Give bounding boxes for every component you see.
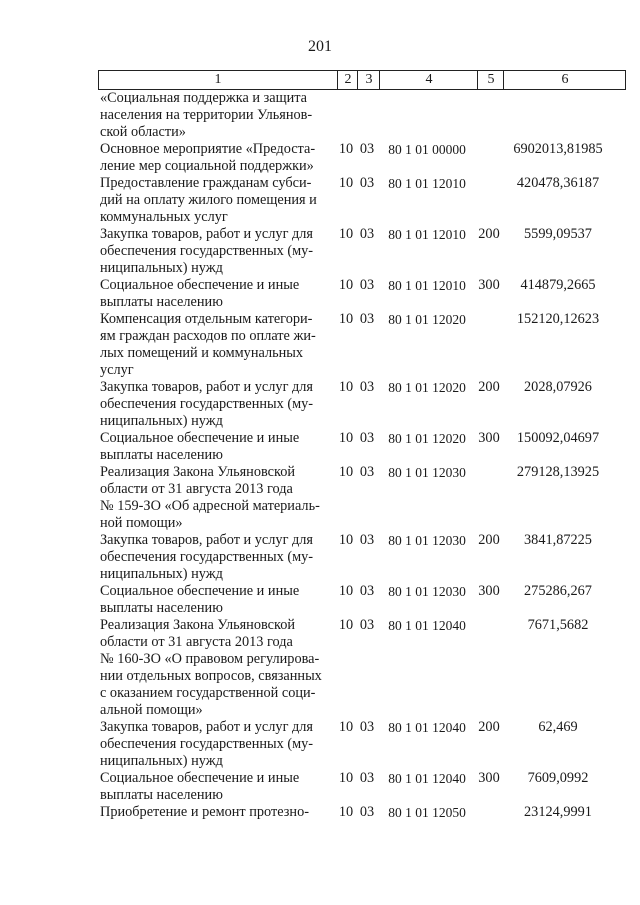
table-body	[98, 90, 626, 821]
amount: 420478,36187	[516, 175, 600, 191]
amount: 279128,13925	[516, 464, 600, 480]
description-line: Социальное обеспечение и иные	[100, 430, 300, 446]
subsection-code: 03	[359, 141, 375, 157]
description-line: ниципальных) нужд	[100, 566, 223, 582]
table-row	[98, 719, 626, 770]
target-article-code: 80 1 01 12040	[388, 771, 466, 786]
expense-type-code: 300	[478, 583, 500, 599]
subsection-code: 03	[359, 770, 375, 786]
description-line: обеспечения государственных (му-	[100, 736, 314, 752]
row-description	[98, 141, 336, 175]
description-line: Закупка товаров, работ и услуг для	[100, 379, 313, 395]
expense-type-code: 200	[478, 532, 500, 548]
section-code: 10	[338, 226, 354, 242]
row-description	[98, 90, 336, 141]
description-line: области от 31 августа 2013 года	[100, 481, 293, 497]
description-line: услуг	[100, 362, 134, 378]
row-description	[98, 226, 336, 277]
header-col-6: 6	[503, 71, 626, 89]
description-line: нии отдельных вопросов, связанных	[100, 668, 322, 684]
description-line: коммунальных услуг	[100, 209, 228, 225]
section-code: 10	[338, 719, 354, 735]
section-code: 10	[338, 770, 354, 786]
amount: 5599,09537	[524, 226, 592, 242]
section-code: 10	[338, 617, 354, 633]
expense-type-code: 200	[478, 719, 500, 735]
table-row	[98, 141, 626, 175]
budget-table	[98, 70, 626, 821]
row-description	[98, 464, 336, 532]
description-line: Социальное обеспечение и иные	[100, 277, 300, 293]
description-line: ниципальных) нужд	[100, 413, 223, 429]
page-number: 201	[308, 38, 332, 55]
description-line: ной помощи»	[100, 515, 183, 531]
section-code: 10	[338, 379, 354, 395]
subsection-code: 03	[359, 464, 375, 480]
description-line: № 160-ЗО «О правовом регулирова-	[100, 651, 320, 667]
description-line: Основное мероприятие «Предоста-	[100, 141, 316, 157]
description-line: выплаты населению	[100, 447, 223, 463]
row-description	[98, 532, 336, 583]
table-row	[98, 277, 626, 311]
table-row	[98, 430, 626, 464]
table-row	[98, 175, 626, 226]
description-line: Социальное обеспечение и иные	[100, 583, 300, 599]
target-article-code: 80 1 01 12010	[388, 227, 466, 242]
target-article-code: 80 1 01 12050	[388, 805, 466, 820]
description-line: альной помощи»	[100, 702, 203, 718]
description-line: Реализация Закона Ульяновской	[100, 617, 296, 633]
table-row	[98, 226, 626, 277]
amount: 3841,87225	[524, 532, 592, 548]
target-article-code: 80 1 01 12040	[388, 618, 466, 633]
row-description	[98, 379, 336, 430]
table-row	[98, 770, 626, 804]
row-description	[98, 804, 336, 821]
description-line: лых помещений и коммунальных	[100, 345, 304, 361]
row-description	[98, 583, 336, 617]
header-col-2: 2	[337, 71, 358, 89]
amount: 150092,04697	[516, 430, 600, 446]
description-line: с оказанием государственной соци-	[100, 685, 316, 701]
amount: 414879,2665	[520, 277, 596, 293]
description-line: Социальное обеспечение и иные	[100, 770, 300, 786]
description-line: ниципальных) нужд	[100, 260, 223, 276]
table-header-row	[98, 70, 626, 90]
table-row	[98, 804, 626, 821]
table-row	[98, 379, 626, 430]
description-line: Закупка товаров, работ и услуг для	[100, 532, 313, 548]
section-code: 10	[338, 175, 354, 191]
target-article-code: 80 1 01 00000	[388, 142, 466, 157]
subsection-code: 03	[359, 583, 375, 599]
row-description	[98, 719, 336, 770]
section-code: 10	[338, 141, 354, 157]
amount: 62,469	[538, 719, 578, 735]
description-line: ниципальных) нужд	[100, 753, 223, 769]
subsection-code: 03	[359, 719, 375, 735]
table-row	[98, 532, 626, 583]
description-line: ям граждан расходов по оплате жи-	[100, 328, 316, 344]
target-article-code: 80 1 01 12010	[388, 176, 466, 191]
section-code: 10	[338, 277, 354, 293]
row-description	[98, 770, 336, 804]
target-article-code: 80 1 01 12040	[388, 720, 466, 735]
subsection-code: 03	[359, 379, 375, 395]
description-line: выплаты населению	[100, 787, 223, 803]
row-description	[98, 617, 336, 719]
subsection-code: 03	[359, 617, 375, 633]
table-row	[98, 90, 626, 141]
subsection-code: 03	[359, 277, 375, 293]
section-code: 10	[338, 311, 354, 327]
description-line: Компенсация отдельным категори-	[100, 311, 313, 327]
description-line: дий на оплату жилого помещения и	[100, 192, 317, 208]
amount: 23124,9991	[524, 804, 592, 820]
section-code: 10	[338, 430, 354, 446]
header-col-4: 4	[379, 71, 478, 89]
expense-type-code: 300	[478, 430, 500, 446]
header-col-3: 3	[357, 71, 380, 89]
description-line: Реализация Закона Ульяновской	[100, 464, 296, 480]
description-line: области от 31 августа 2013 года	[100, 634, 293, 650]
description-line: «Социальная поддержка и защита	[100, 90, 308, 106]
target-article-code: 80 1 01 12020	[388, 431, 466, 446]
description-line: населения на территории Ульянов-	[100, 107, 313, 123]
subsection-code: 03	[359, 311, 375, 327]
target-article-code: 80 1 01 12020	[388, 312, 466, 327]
table-row	[98, 464, 626, 532]
description-line: выплаты населению	[100, 600, 223, 616]
description-line: обеспечения государственных (му-	[100, 396, 314, 412]
amount: 7609,0992	[527, 770, 589, 786]
subsection-code: 03	[359, 804, 375, 820]
row-description	[98, 311, 336, 379]
amount: 2028,07926	[524, 379, 592, 395]
description-line: обеспечения государственных (му-	[100, 549, 314, 565]
description-line: ление мер социальной поддержки»	[100, 158, 314, 174]
row-description	[98, 277, 336, 311]
header-col-1: 1	[214, 72, 222, 87]
target-article-code: 80 1 01 12020	[388, 380, 466, 395]
subsection-code: 03	[359, 226, 375, 242]
target-article-code: 80 1 01 12030	[388, 584, 466, 599]
table-row	[98, 617, 626, 719]
table-row	[98, 311, 626, 379]
expense-type-code: 200	[478, 379, 500, 395]
amount: 152120,12623	[516, 311, 600, 327]
subsection-code: 03	[359, 175, 375, 191]
section-code: 10	[338, 464, 354, 480]
description-line: ской области»	[100, 124, 186, 140]
section-code: 10	[338, 583, 354, 599]
section-code: 10	[338, 532, 354, 548]
expense-type-code: 300	[478, 277, 500, 293]
description-line: № 159-ЗО «Об адресной материаль-	[100, 498, 320, 514]
amount: 7671,5682	[527, 617, 589, 633]
amount: 6902013,81985	[513, 141, 603, 157]
description-line: Приобретение и ремонт протезно-	[100, 804, 309, 820]
description-line: Закупка товаров, работ и услуг для	[100, 719, 313, 735]
row-description	[98, 175, 336, 226]
expense-type-code: 300	[478, 770, 500, 786]
section-code: 10	[338, 804, 354, 820]
table-row	[98, 583, 626, 617]
target-article-code: 80 1 01 12030	[388, 465, 466, 480]
description-line: Закупка товаров, работ и услуг для	[100, 226, 313, 242]
description-line: Предоставление гражданам субси-	[100, 175, 312, 191]
expense-type-code: 200	[478, 226, 500, 242]
description-line: обеспечения государственных (му-	[100, 243, 314, 259]
header-col-5: 5	[477, 71, 504, 89]
target-article-code: 80 1 01 12030	[388, 533, 466, 548]
subsection-code: 03	[359, 532, 375, 548]
row-description	[98, 430, 336, 464]
amount: 275286,267	[524, 583, 592, 599]
description-line: выплаты населению	[100, 294, 223, 310]
target-article-code: 80 1 01 12010	[388, 278, 466, 293]
subsection-code: 03	[359, 430, 375, 446]
